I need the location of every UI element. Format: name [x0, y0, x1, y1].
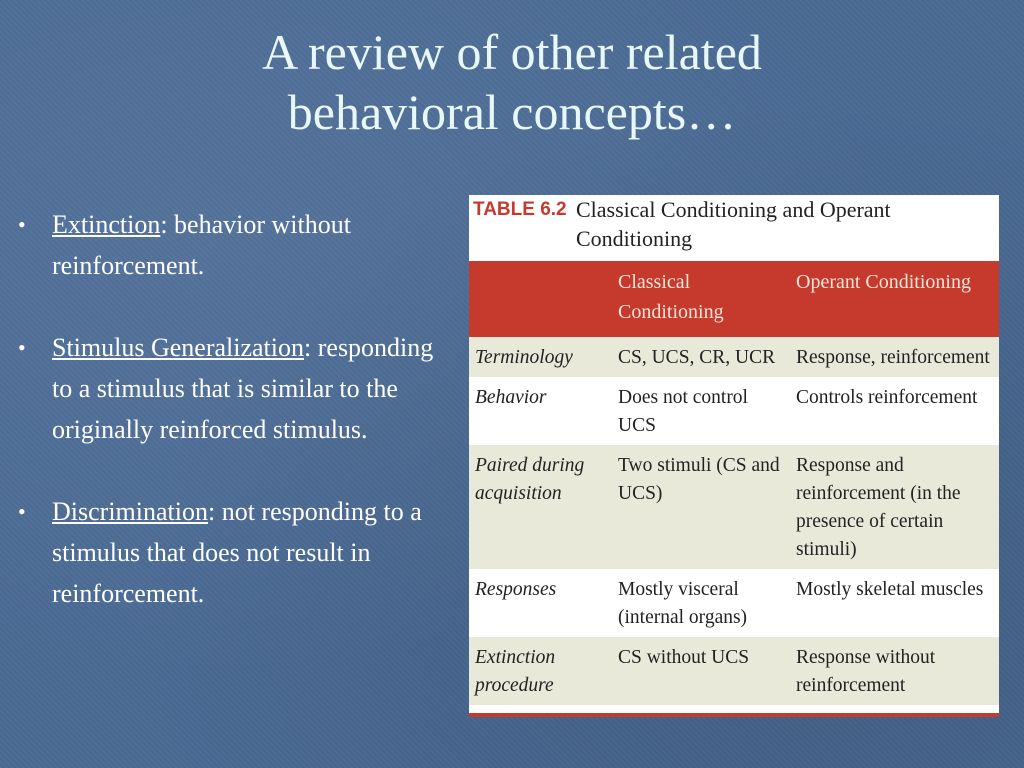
- header-cell-classical: Classical Conditioning: [612, 261, 790, 337]
- slide-title: [0, 22, 1024, 142]
- table-number: TABLE 6.2: [473, 199, 567, 220]
- bullet-definition: : behavior without reinforcement.: [52, 210, 351, 280]
- table-row: [469, 637, 999, 705]
- bullet-item-discrimination: [14, 491, 454, 614]
- table-header-row: [469, 261, 999, 337]
- slide-title-line-1: A review of other related: [262, 24, 762, 80]
- classical-cell: Mostly visceral (internal organs): [612, 569, 790, 637]
- classical-cell: Two stimuli (CS and UCS): [612, 445, 790, 569]
- row-label: Responses: [469, 569, 612, 637]
- comparison-table-figure: [469, 195, 999, 717]
- bullet-definition: : not responding to a stimulus that does not result in reinforcement.: [52, 497, 422, 608]
- operant-cell: Mostly skeletal muscles: [790, 569, 999, 637]
- bullet-term: Extinction: [52, 210, 161, 239]
- header-cell-empty: [469, 261, 612, 337]
- header-cell-operant: Operant Conditioning: [790, 261, 999, 337]
- bullet-item-extinction: [14, 204, 454, 286]
- operant-cell: Response and reinforcement (in the presence of certain stimuli): [790, 445, 999, 569]
- bullet-list: [14, 204, 454, 655]
- classical-cell: CS, UCS, CR, UCR: [612, 337, 790, 377]
- classical-cell: CS without UCS: [612, 637, 790, 705]
- bullet-dot-icon: •: [18, 335, 26, 360]
- classical-cell: Does not control UCS: [612, 377, 790, 445]
- slide-title-line-2: behavioral concepts…: [287, 84, 737, 140]
- operant-cell: Response without reinforcement: [790, 637, 999, 705]
- row-label: Paired during acquisition: [469, 445, 612, 569]
- row-label: Terminology: [469, 337, 612, 377]
- comparison-table: [469, 261, 999, 705]
- bullet-dot-icon: •: [18, 499, 26, 524]
- table-row: [469, 337, 999, 377]
- bullet-term: Discrimination: [52, 497, 208, 526]
- bullet-dot-icon: •: [18, 212, 26, 237]
- table-row: [469, 445, 999, 569]
- row-label: Extinction procedure: [469, 637, 612, 705]
- operant-cell: Controls reinforcement: [790, 377, 999, 445]
- operant-cell: Response, reinforcement: [790, 337, 999, 377]
- table-row: [469, 377, 999, 445]
- table-heading: [469, 195, 999, 261]
- table-caption: Classical Conditioning and Operant Conditioning: [576, 197, 891, 251]
- table-row: [469, 569, 999, 637]
- bullet-term: Stimulus Generalization: [52, 333, 305, 362]
- bullet-definition: : responding to a stimulus that is similar to the originally reinforced stimulus.: [52, 333, 434, 444]
- row-label: Behavior: [469, 377, 612, 445]
- bullet-item-stimulus-generalization: [14, 327, 454, 450]
